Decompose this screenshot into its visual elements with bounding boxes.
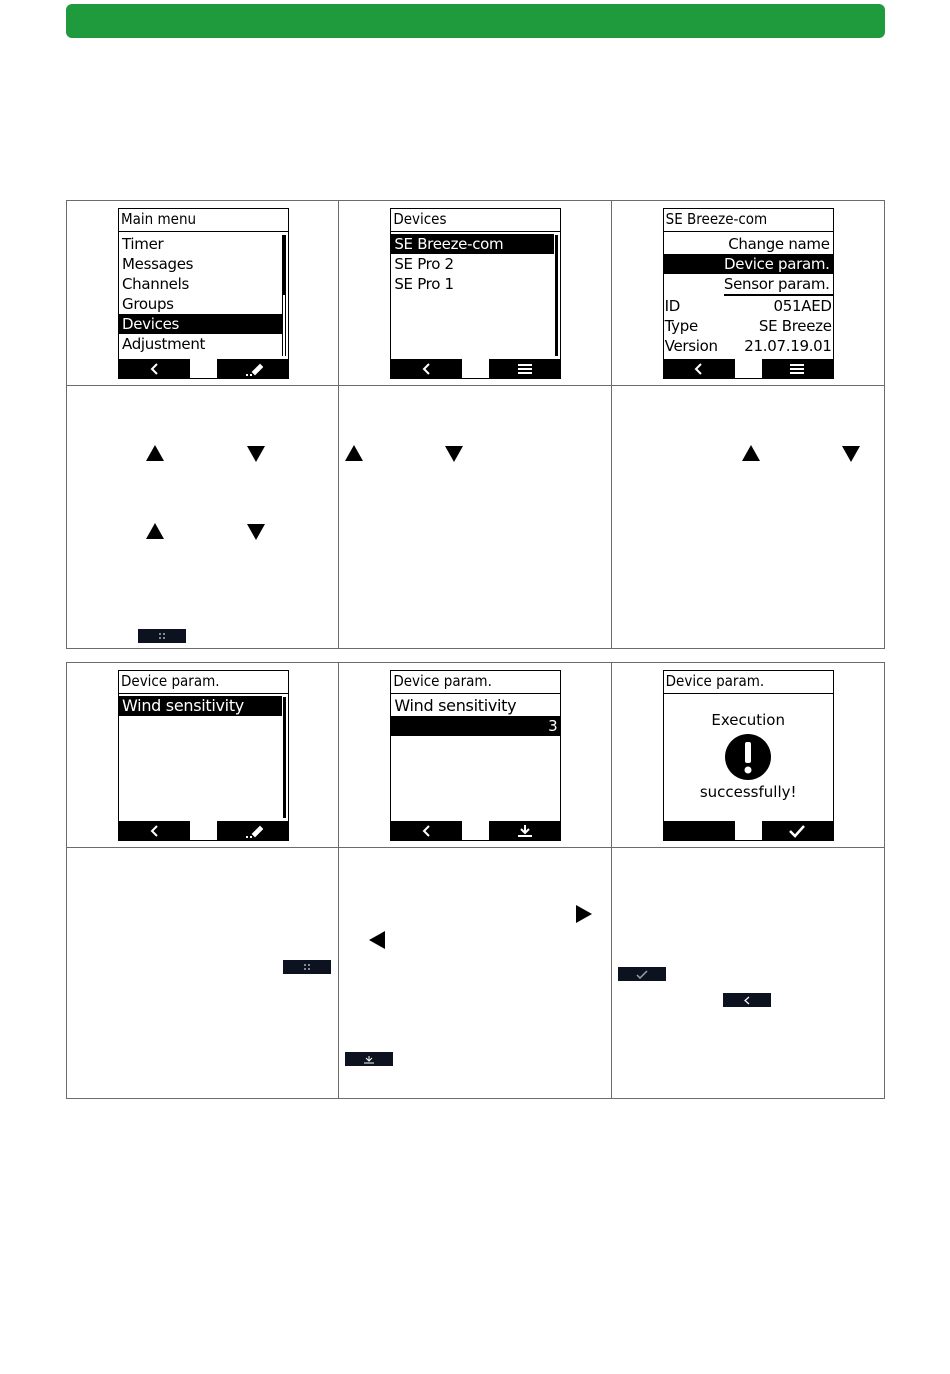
menu-item-channels[interactable]: Channels xyxy=(122,275,189,293)
arrow-up-icon xyxy=(146,523,164,539)
edit-icon xyxy=(243,362,263,376)
softkey-bar xyxy=(664,359,833,378)
arrow-right-icon xyxy=(576,905,592,923)
menu-item-devices[interactable]: Devices xyxy=(119,314,282,334)
save-softkey[interactable] xyxy=(489,821,560,840)
step4-screen xyxy=(118,670,289,841)
back-softkey[interactable] xyxy=(391,359,462,378)
softkey-bar xyxy=(391,359,560,378)
step2-screen-cell xyxy=(339,201,611,385)
menu-item-timer[interactable]: Timer xyxy=(122,235,164,253)
back-icon xyxy=(150,825,160,837)
confirm-softkey[interactable] xyxy=(762,821,833,840)
softkey-bar xyxy=(664,821,833,840)
arrow-up-icon xyxy=(146,445,164,461)
info-label: Version xyxy=(664,337,718,355)
step4-screen-cell xyxy=(67,663,339,847)
param-value-field[interactable]: 3 xyxy=(391,716,560,736)
arrow-down-icon xyxy=(445,446,463,462)
message-line-1: Execution xyxy=(711,711,785,729)
arrow-up-icon xyxy=(345,445,363,461)
message-line-2: successfully! xyxy=(699,783,797,801)
step4-description-cell xyxy=(67,848,339,1098)
step2-description-cell xyxy=(339,386,611,648)
info-label: Type xyxy=(664,317,698,335)
option-change-name[interactable]: Change name xyxy=(728,235,830,253)
menu-icon xyxy=(789,363,805,375)
info-row-type xyxy=(664,316,833,336)
instruction-table-1 xyxy=(66,200,885,649)
screen-title: Device param. xyxy=(119,671,288,694)
menu-item-messages[interactable]: Messages xyxy=(122,255,194,273)
step1-screen xyxy=(118,208,289,379)
step3-screen-cell xyxy=(612,201,884,385)
edit-softkey[interactable] xyxy=(217,359,288,378)
scrollbar[interactable] xyxy=(283,697,286,818)
step5-description-cell xyxy=(339,848,611,1098)
menu-item-groups[interactable]: Groups xyxy=(122,295,174,313)
edit-icon xyxy=(243,824,263,838)
save-icon xyxy=(516,824,534,838)
step3-description-cell xyxy=(612,386,884,648)
device-item-se-breeze-com[interactable]: SE Breeze-com xyxy=(391,234,554,254)
menu-softkey[interactable] xyxy=(489,359,560,378)
scrollbar[interactable] xyxy=(555,235,558,356)
screen-title: Device param. xyxy=(391,671,560,694)
back-softkey[interactable] xyxy=(119,359,190,378)
screen-title: Device param. xyxy=(664,671,833,694)
edit-key-icon xyxy=(283,960,331,974)
exclamation-icon xyxy=(664,733,833,781)
scrollbar[interactable] xyxy=(282,235,286,356)
menu-icon xyxy=(517,363,533,375)
step5-screen xyxy=(390,670,561,841)
softkey-bar xyxy=(119,359,288,378)
param-item-wind-sensitivity[interactable]: Wind sensitivity xyxy=(119,696,282,716)
arrow-left-icon xyxy=(369,931,385,949)
step3-screen xyxy=(663,208,834,379)
menu-item-adjustment[interactable]: Adjustment xyxy=(122,335,206,353)
arrow-down-icon xyxy=(247,524,265,540)
option-sensor-param[interactable]: Sensor param. xyxy=(723,275,830,293)
back-softkey[interactable] xyxy=(119,821,190,840)
back-key-icon xyxy=(723,993,771,1007)
instruction-table-2 xyxy=(66,662,885,1099)
info-value: 051AED xyxy=(773,297,832,315)
back-softkey[interactable] xyxy=(391,821,462,840)
device-item-se-pro-1[interactable]: SE Pro 1 xyxy=(394,275,454,293)
back-softkey[interactable] xyxy=(664,359,735,378)
arrow-up-icon xyxy=(742,445,760,461)
softkey-bar xyxy=(119,821,288,840)
step5-screen-cell xyxy=(339,663,611,847)
step1-screen-cell xyxy=(67,201,339,385)
softkey-bar xyxy=(391,821,560,840)
blank-softkey xyxy=(664,821,735,840)
info-label: ID xyxy=(664,297,681,315)
confirm-key-icon xyxy=(618,967,666,981)
step2-screen xyxy=(390,208,561,379)
info-row-id xyxy=(664,296,833,316)
save-key-icon xyxy=(345,1052,393,1066)
back-icon xyxy=(694,363,704,375)
screen-title: SE Breeze-com xyxy=(664,209,833,232)
info-value: SE Breeze xyxy=(758,317,832,335)
device-item-se-pro-2[interactable]: SE Pro 2 xyxy=(394,255,454,273)
screen-title: Main menu xyxy=(119,209,288,232)
step6-screen-cell xyxy=(612,663,884,847)
arrow-down-icon xyxy=(842,446,860,462)
back-icon xyxy=(422,363,432,375)
info-value: 21.07.19.01 xyxy=(744,337,832,355)
edit-key-icon xyxy=(138,629,186,643)
back-icon xyxy=(422,825,432,837)
edit-softkey[interactable] xyxy=(217,821,288,840)
info-row-version xyxy=(664,336,833,356)
step6-screen xyxy=(663,670,834,841)
param-label: Wind sensitivity xyxy=(394,696,517,715)
option-device-param[interactable]: Device param. xyxy=(664,254,833,274)
back-icon xyxy=(150,363,160,375)
step6-description-cell xyxy=(612,848,884,1098)
step1-description-cell xyxy=(67,386,339,648)
header-bar xyxy=(66,4,885,38)
menu-softkey[interactable] xyxy=(762,359,833,378)
screen-title: Devices xyxy=(391,209,560,232)
arrow-down-icon xyxy=(247,446,265,462)
check-icon xyxy=(788,824,806,838)
